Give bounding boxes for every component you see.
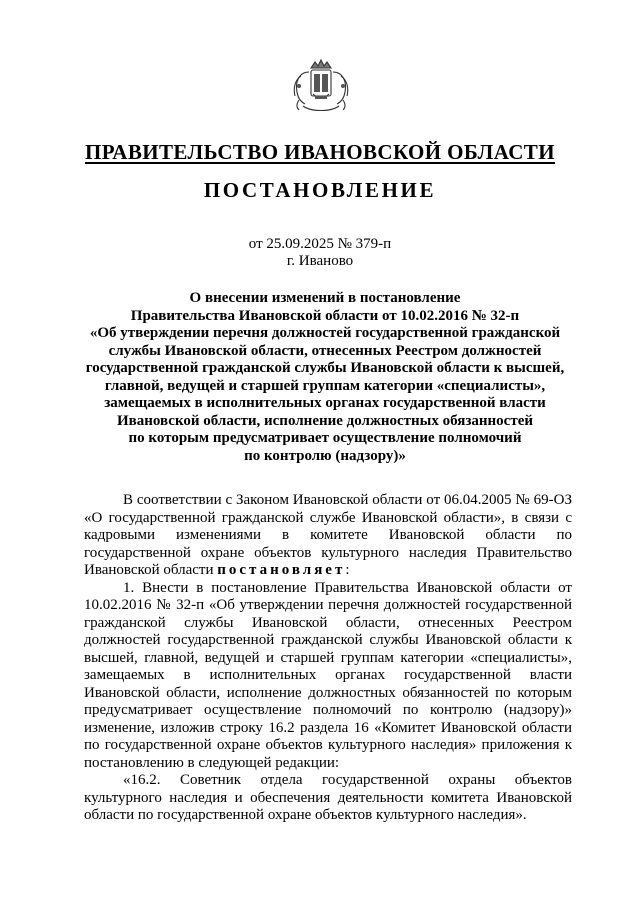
decree-colon: : (345, 562, 350, 578)
document-city: г. Иваново (286, 253, 354, 269)
document-date-number: от 25.09.2025 № 379-п (248, 236, 392, 252)
title-line: государственной гражданской службы Ивановской области к высшей, (85, 360, 565, 376)
organization-name: ПРАВИТЕЛЬСТВО ИВАНОВСКОЙ ОБЛАСТИ (85, 140, 555, 164)
title-line: главной, ведущей и старшей группам категории «специалисты», (104, 377, 546, 394)
title-line: по контролю (надзору)» (244, 447, 406, 464)
decree-word: постановляет (217, 562, 346, 578)
item-1-quote-paragraph: «16.2. Советник отдела государственной охраны объектов культурного наследия и обеспечения деятельности комитета Ивановской области по государственной охране объектов культурного наследия». (84, 772, 572, 823)
title-line: Правительства Ивановской области от 10.02.2016 № 32-п (130, 307, 520, 324)
title-line: «Об утверждении перечня должностей государственной гражданской (89, 325, 561, 341)
title-line: службы Ивановской области, отнесенных Реестром должностей (108, 342, 542, 359)
coat-of-arms-icon (289, 56, 353, 116)
document-title (80, 290, 570, 465)
item-1-paragraph: 1. Внести в постановление Правительства Ивановской области от 10.02.2016 № 32-п «Об утверждении перечня должностей государственной гражданской службы Ивановской области, отнесенных Реестром должностей государственной гражданской службы Ивановской области к высшей, главной, ведущей и старшей группам категории «специалисты», замещаемых в исполнительных органах государственной власти Ивановской области, исполнение должностных обязанностей по которым предусматривает осуществление полномочий по контролю (надзору)» изменение, изложив строку 16.2 раздела 16 «Комитет Ивановской области по государственной охране объектов культурного наследия» приложения к постановлению в следующей редакции: (84, 579, 572, 771)
intro-text: В соответствии с Законом Ивановской области от 06.04.2005 № 69-ОЗ «О государственной гражданской службе Ивановской области», в связи с кадровыми изменениями в комитете Ивановской области по государственной охране объектов культурного наследия Правительство Ивановской области (84, 492, 572, 578)
title-line: О внесении изменений в постановление (189, 290, 461, 306)
title-line: замещаемых в исполнительных органах государственной власти (104, 395, 546, 411)
title-line: по которым предусматривает осуществление полномочий (128, 430, 522, 446)
document-type: ПОСТАНОВЛЕНИЕ (203, 178, 437, 202)
title-line: Ивановской области, исполнение должностных обязанностей (116, 412, 533, 429)
intro-paragraph (84, 492, 572, 580)
document-body (84, 492, 572, 825)
